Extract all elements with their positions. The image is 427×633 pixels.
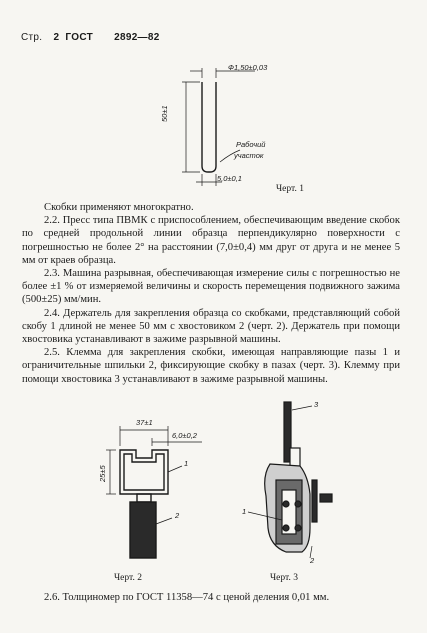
fig2-label-2: 2 — [175, 511, 180, 520]
fig1-dim-length: 50±1 — [160, 105, 169, 122]
page-number: 2 — [53, 32, 60, 43]
staple-outline — [202, 82, 216, 172]
paragraph-2-5: 2.5. Клемма для закрепления скобки, имеющая направляющие пазы 1 и ограничительные шпильки 2, фиксирующие скобку в пазах (черт. 3). Клемму при помощи хвостовика 3 устанавливают в зажиме разрывной машины. — [22, 347, 400, 385]
paragraph-2-2: 2.2. Пресс типа ПВМК с приспособлением, обеспечивающим введение скобок по средней продольной линии образца перпендикулярно поверхности с погрешностью не более 2° на расстоянии (7,0±0,4) мм друг от друга и не менее 5 мм от краев образца. — [22, 215, 400, 266]
fig1-label-work-1: Рабочий — [236, 140, 266, 149]
page-label: Стр. — [21, 32, 43, 43]
paragraph-2-4: 2.4. Держатель для закрепления образца со скобками, представляющий собой скобу 1 длиной не менее 50 мм с хвостовиком 2 (черт. 2). Держатель при помощи хвостовика устанавливают в зажиме разрывной машины. — [22, 307, 400, 346]
paragraph-2-3: 2.3. Машина разрывная, обеспечивающая измерение силы с погрешностью не более ±1 % от измеряемой величины и скорость перемещения подвижного зажима (500±25) мм/мин. — [22, 268, 400, 306]
fig3-label-2: 2 — [310, 556, 315, 565]
fig1-caption: Черт. 1 — [276, 184, 304, 194]
body-text — [22, 201, 400, 386]
fig2-dim-height: 25±5 — [98, 465, 107, 482]
page-header — [21, 32, 160, 43]
fig3-caption: Черт. 3 — [270, 573, 298, 583]
figure-3-drawing — [226, 396, 346, 572]
body-text-bottom — [22, 591, 400, 604]
holder-shank — [130, 502, 156, 558]
fig2-label-1: 1 — [184, 459, 189, 468]
fig1-dim-width: 5,0±0,1 — [217, 174, 242, 183]
paragraph-2-6: 2.6. Толщиномер по ГОСТ 11358—74 с ценой деления 0,01 мм. — [44, 592, 330, 603]
fig3-label-3: 3 — [314, 400, 319, 409]
fig1-dim-diameter: Ф1,50±0,03 — [228, 63, 268, 72]
figure-2-drawing — [92, 408, 222, 568]
standard-name: ГОСТ — [65, 32, 94, 43]
standard-number: 2892—82 — [114, 32, 160, 43]
fig1-label-work-2: участок — [234, 151, 264, 160]
fig2-dim-top: 37±1 — [136, 418, 153, 427]
fig2-caption: Черт. 2 — [114, 573, 142, 583]
holder-frame — [120, 450, 168, 494]
paragraph-1: Скобки применяют многократно. — [44, 202, 194, 213]
fig3-label-1: 1 — [242, 507, 247, 516]
fig2-dim-slot: 6,0±0,2 — [172, 431, 197, 440]
